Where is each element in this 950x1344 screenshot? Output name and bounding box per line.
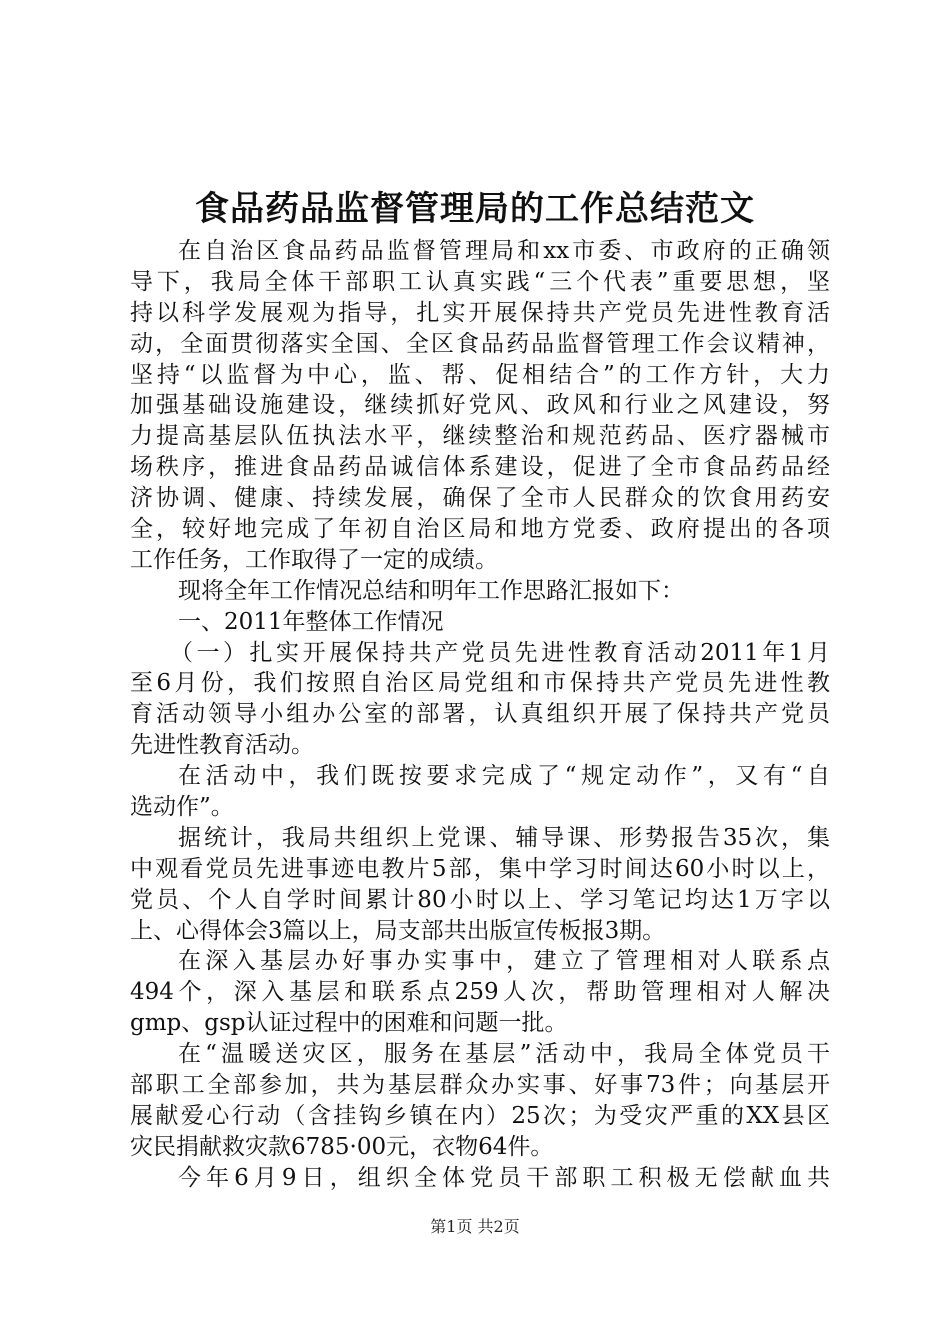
body-line: 济协调、健康、持续发展，确保了全市人民群众的饮食用药安 (130, 485, 830, 512)
body-line: 在活动中，我们既按要求完成了“规定动作”，又有“自 (178, 763, 830, 790)
body-line: 工作任务，工作取得了一定的成绩。 (130, 546, 498, 573)
body-line: 选动作”。 (130, 794, 234, 821)
body-line: 全，较好地完成了年初自治区局和地方党委、政府提出的各项 (130, 516, 830, 543)
body-line: 育活动领导小组办公室的部署，认真组织开展了保持共产党员 (130, 701, 830, 728)
body-line: 在深入基层办好事办实事中，建立了管理相对人联系点 (178, 948, 830, 975)
body-line: 场秩序，推进食品药品诚信体系建设，促进了全市食品药品经 (130, 454, 830, 481)
body-line: 494个，深入基层和联系点259人次，帮助管理相对人解决 (130, 979, 830, 1006)
body-line: 在“温暖送灾区，服务在基层”活动中，我局全体党员干 (178, 1041, 830, 1068)
body-line: 展献爱心行动（含挂钩乡镇在内）25次；为受灾严重的XX县区 (130, 1102, 830, 1129)
body-line: 动，全面贯彻落实全国、全区食品药品监督管理工作会议精神， (130, 330, 830, 357)
body-line: 至6月份，我们按照自治区局党组和市保持共产党员先进性教 (130, 670, 830, 697)
body-line: 灾民捐献救灾款6785·00元，衣物64件。 (130, 1133, 554, 1160)
body-line: 党员、个人自学时间累计80小时以上、学习笔记均达1万字以 (130, 886, 830, 913)
body-line: 部职工全部参加，共为基层群众办实事、好事73件；向基层开 (130, 1072, 830, 1099)
body-line: 先进性教育活动。 (130, 732, 314, 759)
body-line: 上、心得体会3篇以上，局支部共出版宣传板报3期。 (130, 917, 666, 944)
document-body (130, 236, 830, 1194)
body-line: 今年6月9日，组织全体党员干部职工积极无偿献血共 (178, 1164, 830, 1191)
page-footer: 第1页 共2页 (430, 1217, 520, 1236)
body-line: 坚持“以监督为中心，监、帮、促相结合”的工作方针，大力 (130, 361, 830, 388)
section-heading: 一、2011年整体工作情况 (178, 608, 444, 635)
body-line: 在自治区食品药品监督管理局和xx市委、市政府的正确领 (178, 238, 830, 264)
subsection-heading: （一）扎实开展保持共产党员先进性教育活动2011年1月 (170, 639, 830, 666)
body-line: 力提高基层队伍执法水平，继续整治和规范药品、医疗器械市 (130, 423, 830, 450)
body-line: 中观看党员先进事迹电教片5部，集中学习时间达60小时以上， (130, 855, 830, 882)
body-line: 导下，我局全体干部职工认真实践“三个代表”重要思想，坚 (130, 268, 830, 295)
body-line: 据统计，我局共组织上党课、辅导课、形势报告35次，集 (178, 824, 830, 851)
document-title: 食品药品监督管理局的工作总结范文 (195, 189, 755, 229)
body-line: gmp、gsp认证过程中的困难和问题一批。 (130, 1010, 568, 1037)
body-line: 持以科学发展观为指导，扎实开展保持共产党员先进性教育活 (130, 299, 830, 326)
body-line: 加强基础设施建设，继续抓好党风、政风和行业之风建设，努 (130, 392, 830, 419)
body-line: 现将全年工作情况总结和明年工作思路汇报如下： (178, 577, 684, 604)
